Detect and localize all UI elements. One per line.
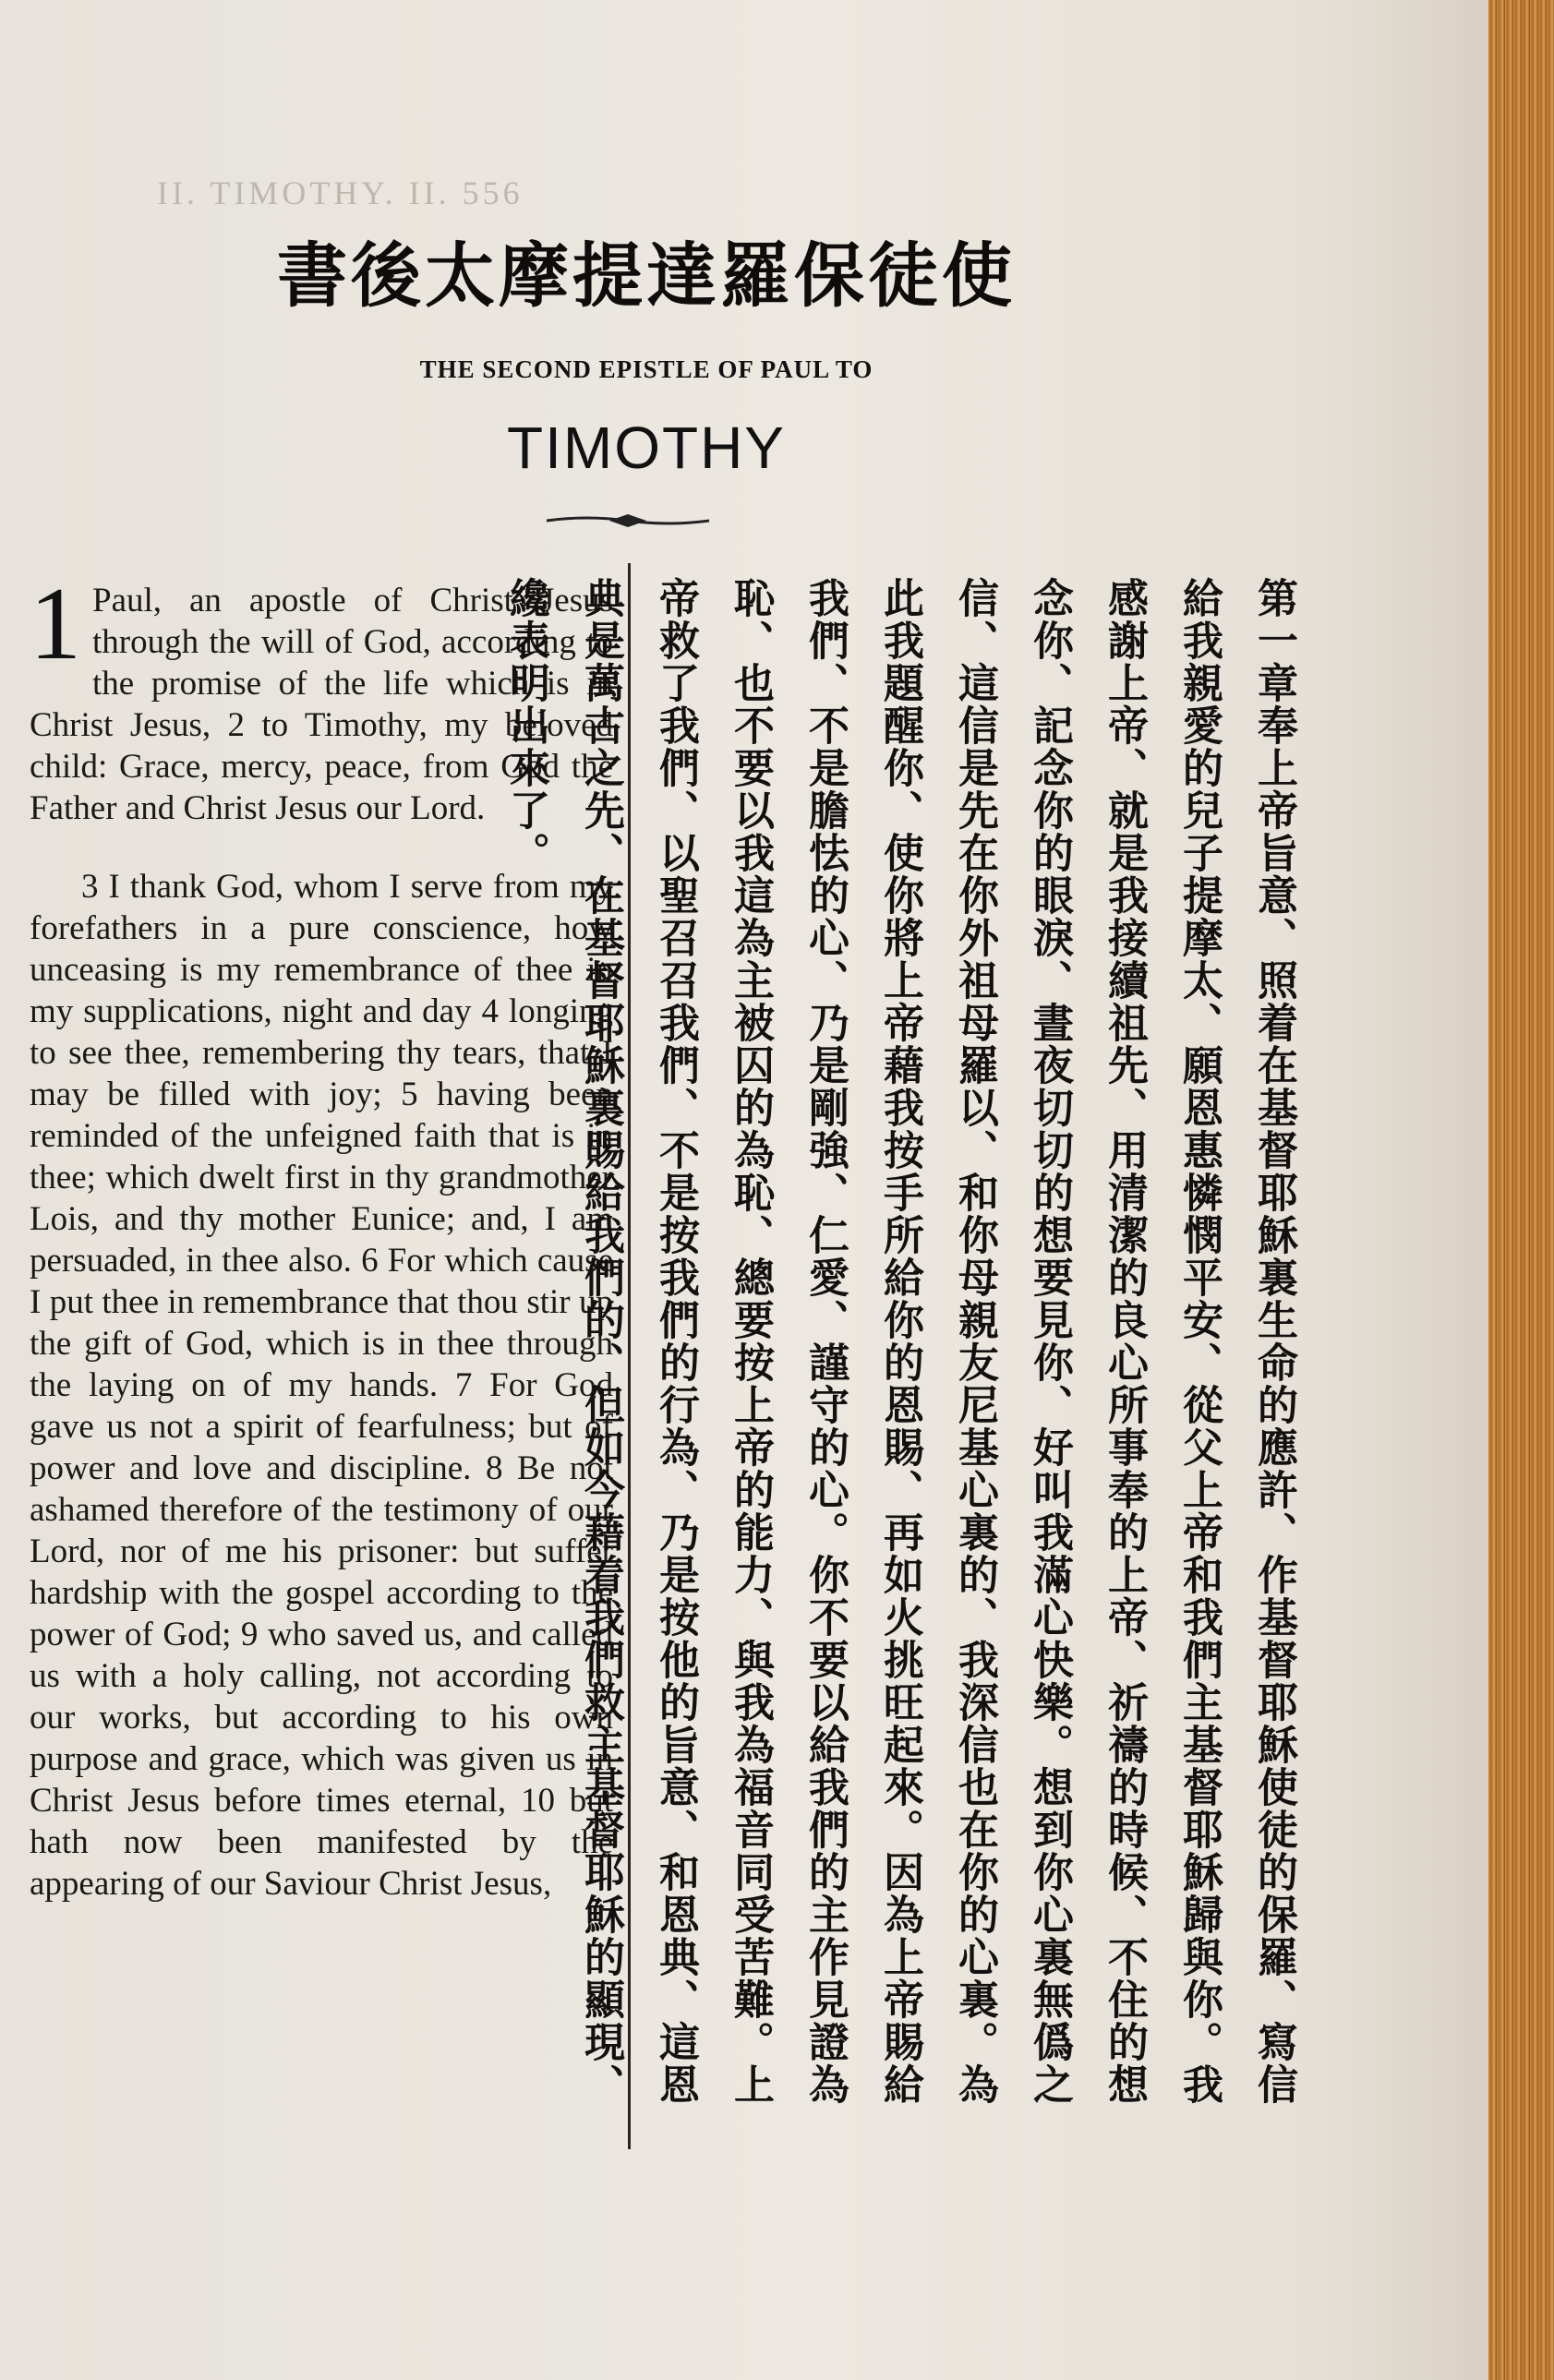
english-title: TIMOTHY (507, 415, 786, 481)
english-verses-1-2: Paul, an apostle of Christ Jesus through the will of God, according to the promise of the life which is in Christ Jesus, 2 to Timothy, my beloved child: Grace, mercy, peace, from God the Father and Christ Jesus our Lord. (30, 582, 613, 827)
english-subtitle: THE SECOND EPISTLE OF PAUL TO (419, 355, 873, 383)
chinese-verses: 奉上帝旨意、照着在基督耶穌裏生命的應許、作基督耶穌使徒的保羅、寫信給我親愛的兒子提摩太、願恩惠憐憫平安、從父上帝和我們主基督耶穌歸與你。我感謝上帝、就是我接續祖先、用清潔的良心所事奉的上帝、祈禱的時候、不住的想念你、記念你的眼淚、晝夜切切的想要見你、好叫我滿心快樂。想到你心裏無僞之信、這信是先在你外祖母羅以、和你母親友尼基心裏的、我深信也在你的心裏。為此我題醒你、使你將上帝藉我按手所給你的恩賜、再如火挑旺起來。因為上帝賜給我們、不是膽怯的心、乃是剛強、仁愛、謹守的心。你不要以給我們的主作見證為恥、也不要以我這為主被囚的為恥、總要按上帝的能力、與我為福音同受苦難。上帝救了我們、以聖召召我們、不是按我們的行為、乃是按他的旨意、和恩典、這恩典是萬古之先、在基督耶穌裏賜給我們的、但如今藉着我們救主基督耶穌的顯現、纔表明出來了。 (502, 577, 1297, 2106)
english-verses-3-10: 3 I thank God, whom I serve from my forefathers in a pure conscience, how unceasing is my remembrance of thee in my supplications, night and day 4 longing to see thee, remembering thy tears, that I may be filled with joy; 5 having been reminded of the unfeigned faith that is in thee; which dwelt first in thy grandmother Lois, and thy mother Eunice; and, I am persuaded, in thee also. 6 For which cause I put thee in remembrance that thou stir up the gift of God, which is in thee through the laying on of my hands. 7 For God gave us not a spirit of fearfulness; but of power and love and discipline. 8 Be not ashamed therefore of the testimony of our Lord, nor of me his prisoner: but suffer hardship with the gospel according to the power of God; 9 who saved us, and called us with a holy calling, not according to our works, but according to his own purpose and grace, which was given us in Christ Jesus before times eternal, 10 but hath now been manifested by the appearing of our Saviour Christ Jesus, (30, 868, 613, 1903)
chinese-text-column (502, 577, 1311, 2137)
chinese-chapter-heading: 第一章 (1250, 577, 1297, 704)
gilt-page-edge (1488, 0, 1554, 2380)
chinese-title: 書後太摩提達羅保徒使 (277, 234, 1016, 317)
chinese-paragraph (488, 577, 1311, 2137)
chapter-drop-cap: 1 (30, 567, 81, 681)
bleed-through-running-head: II. TIMOTHY. II. 556 (157, 174, 524, 211)
title-ornament-rule (545, 510, 711, 532)
